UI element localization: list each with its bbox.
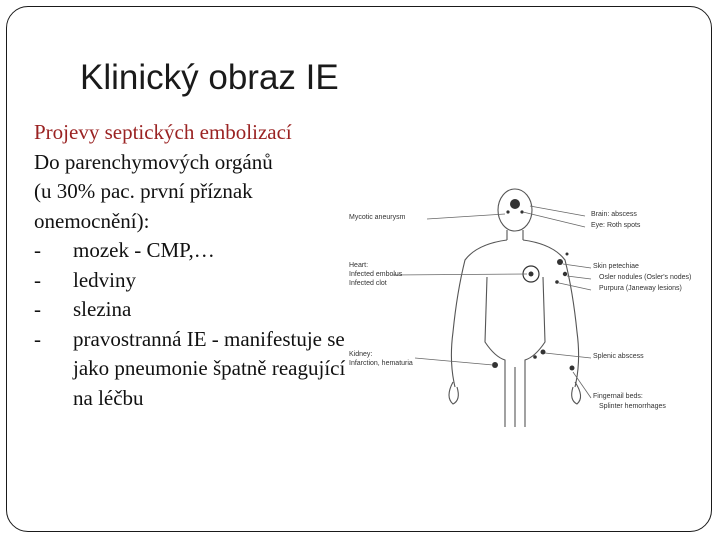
label-heart: Heart: bbox=[349, 262, 369, 269]
bullet-item bbox=[34, 295, 364, 325]
label-kidney: Kidney: bbox=[349, 351, 373, 358]
bullet-item bbox=[34, 325, 364, 414]
label-fingernail-splinter: Splinter hemorrhages bbox=[599, 403, 666, 410]
bullet-marker: - bbox=[34, 326, 41, 351]
bullet-text: slezina bbox=[73, 297, 132, 321]
bullet-item bbox=[34, 236, 364, 266]
label-heart-embolus: Infected embolus bbox=[349, 271, 403, 278]
body-line: (u 30% pac. první příznak bbox=[34, 179, 253, 203]
label-skin-janeway: Purpura (Janeway lesions) bbox=[599, 285, 682, 292]
body-diagram-svg bbox=[345, 182, 715, 427]
label-heart-clot: Infected clot bbox=[349, 280, 387, 287]
bullet-marker: - bbox=[34, 267, 41, 292]
lesion-dots bbox=[492, 199, 575, 371]
slide-body bbox=[34, 118, 364, 413]
bullet-text: pravostranná IE - manifestuje se jako pneumonie špatně reagující na léčbu bbox=[73, 326, 346, 410]
bullet-text: ledviny bbox=[73, 267, 136, 292]
bullet-item bbox=[34, 266, 364, 296]
bullet-marker: - bbox=[34, 238, 41, 262]
body-diagram bbox=[345, 182, 715, 427]
label-brain-abscess: Brain: abscess bbox=[591, 211, 637, 218]
label-mycotic-aneurysm: Mycotic aneurysm bbox=[349, 214, 406, 221]
label-spleen: Splenic abscess bbox=[593, 353, 644, 360]
label-kidney-infarction: Infarction, hematuria bbox=[349, 360, 413, 367]
body-line-intro: Projevy septických embolizací bbox=[34, 120, 292, 144]
slide-title: Klinický obraz IE bbox=[80, 58, 339, 97]
body-line: onemocnění): bbox=[34, 208, 150, 233]
label-eye-roth-spots: Eye: Roth spots bbox=[591, 222, 641, 229]
bullet-text: mozek - CMP,… bbox=[73, 238, 215, 262]
label-skin: Skin petechiae bbox=[593, 263, 639, 270]
label-fingernail: Fingernail beds: bbox=[593, 393, 643, 400]
bullet-marker: - bbox=[34, 297, 41, 321]
body-outline bbox=[449, 189, 581, 427]
leader-lines bbox=[393, 206, 591, 398]
body-line: Do parenchymových orgánů bbox=[34, 149, 273, 174]
label-skin-osler: Osler nodules (Osler's nodes) bbox=[599, 274, 692, 281]
diagram-labels bbox=[349, 211, 691, 410]
